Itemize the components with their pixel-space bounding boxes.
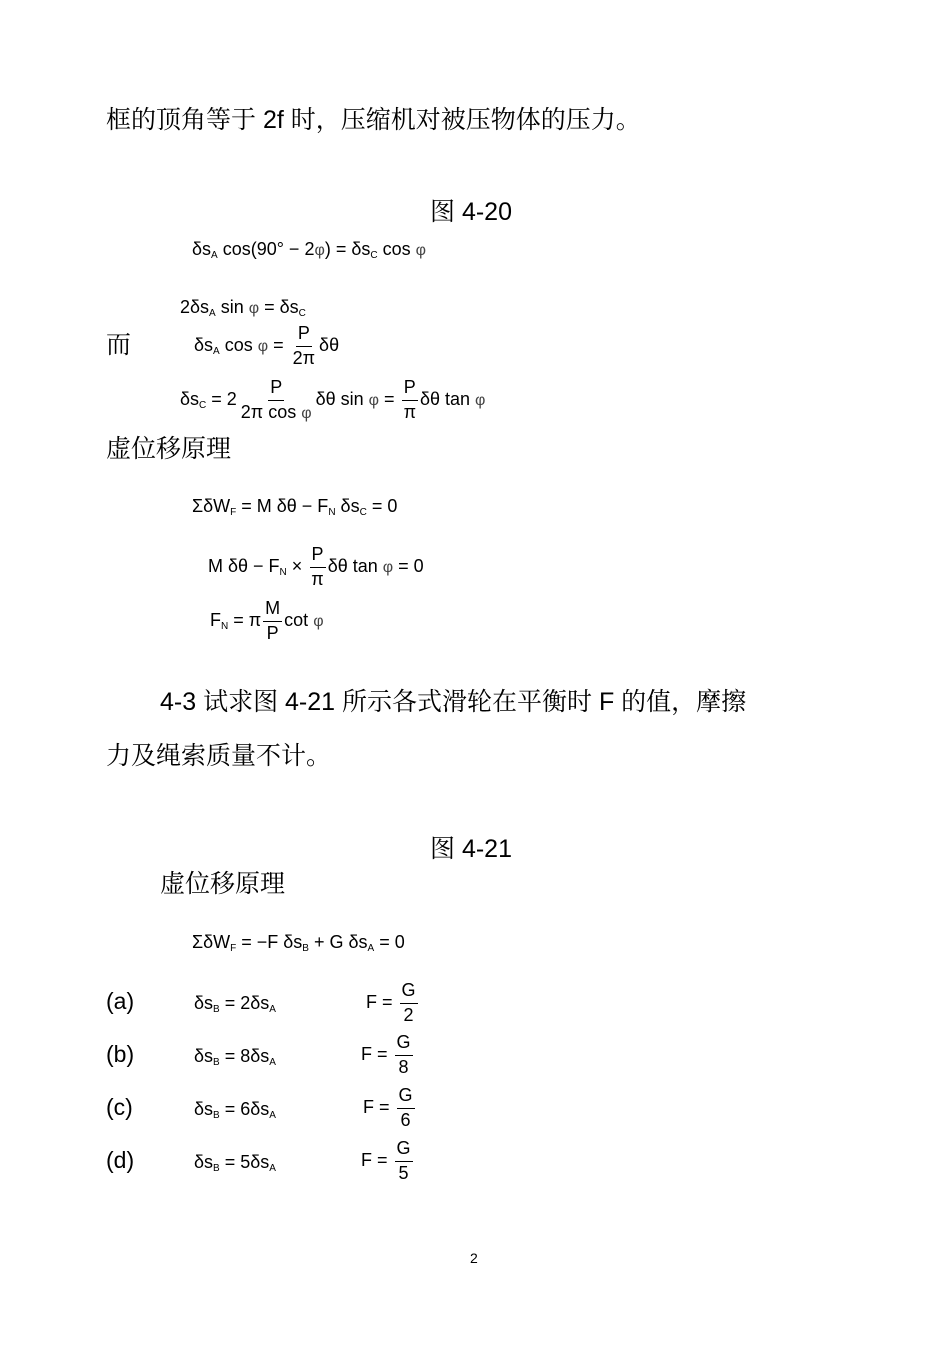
equation-8: ΣδW$_F$ = −F $\delta s_B + G$ $\delta s_A = 0$ bbox=[192, 932, 405, 954]
equation-7: $F_N = \pi$ $\frac{M}{P}$ cot φ bbox=[210, 598, 324, 643]
page-number: 2 bbox=[470, 1250, 478, 1266]
equation-2: $2\delta s_A$ $\sin \varphi = \delta s_C$ bbox=[180, 297, 306, 319]
label-d: (d) bbox=[106, 1147, 135, 1173]
problem-text-line-2: 力及绳索质量不计。 bbox=[106, 742, 332, 770]
figure-caption-4-21: 图 4-21 bbox=[430, 835, 512, 863]
equation-4: $\delta s_C = 2$ $\frac{P}{\text{2π cos φ}}$ δθ sin φ = $\frac{P}{\pi}$ δθ tan φ bbox=[180, 377, 486, 422]
label-er: 而 bbox=[106, 331, 132, 359]
equation-5: ΣδW$_F$ = M $\delta\theta - F_N$ $\delta s_C = 0$ bbox=[192, 496, 398, 518]
label-c: (c) bbox=[106, 1094, 133, 1120]
label-b: (b) bbox=[106, 1041, 135, 1067]
equation-3: $\delta s_A$ cos φ = $\frac{P}{2\pi}$ δθ bbox=[194, 323, 340, 368]
result-c: F = $\frac{G}{6}$ bbox=[363, 1085, 413, 1130]
problem-text-line-1: 4-3 试求图 4-21 所示各式滑轮在平衡时 F 的值，摩擦 bbox=[160, 688, 747, 716]
result-b: F = $\frac{G}{8}$ bbox=[361, 1032, 411, 1077]
figure-caption-4-20: 图 4-20 bbox=[430, 198, 512, 226]
equation-1: $\delta s_A$ $\cos(90^\circ - 2\varphi) = \delta s_C$ cos φ bbox=[192, 239, 426, 261]
equation-b: $\delta s_B = 8\delta s_A$ bbox=[194, 1046, 276, 1068]
label-a: (a) bbox=[106, 988, 135, 1014]
equation-a: $\delta s_B = 2\delta s_A$ bbox=[194, 993, 276, 1015]
equation-c: $\delta s_B = 6\delta s_A$ bbox=[194, 1099, 276, 1121]
result-d: F = $\frac{G}{5}$ bbox=[361, 1138, 411, 1183]
equation-d: $\delta s_B = 5\delta s_A$ bbox=[194, 1152, 276, 1174]
label-virtual-work-2: 虚位移原理 bbox=[160, 870, 286, 898]
equation-6: M $\delta\theta - F_N$ × $\frac{P}{\pi}$ δθ tan φ = 0 bbox=[208, 544, 424, 589]
result-a: F = $\frac{G}{2}$ bbox=[366, 980, 416, 1025]
paragraph-text: 框的顶角等于 2f 时，压缩机对被压物体的压力。 bbox=[106, 106, 641, 134]
label-virtual-work-1: 虚位移原理 bbox=[106, 435, 232, 463]
